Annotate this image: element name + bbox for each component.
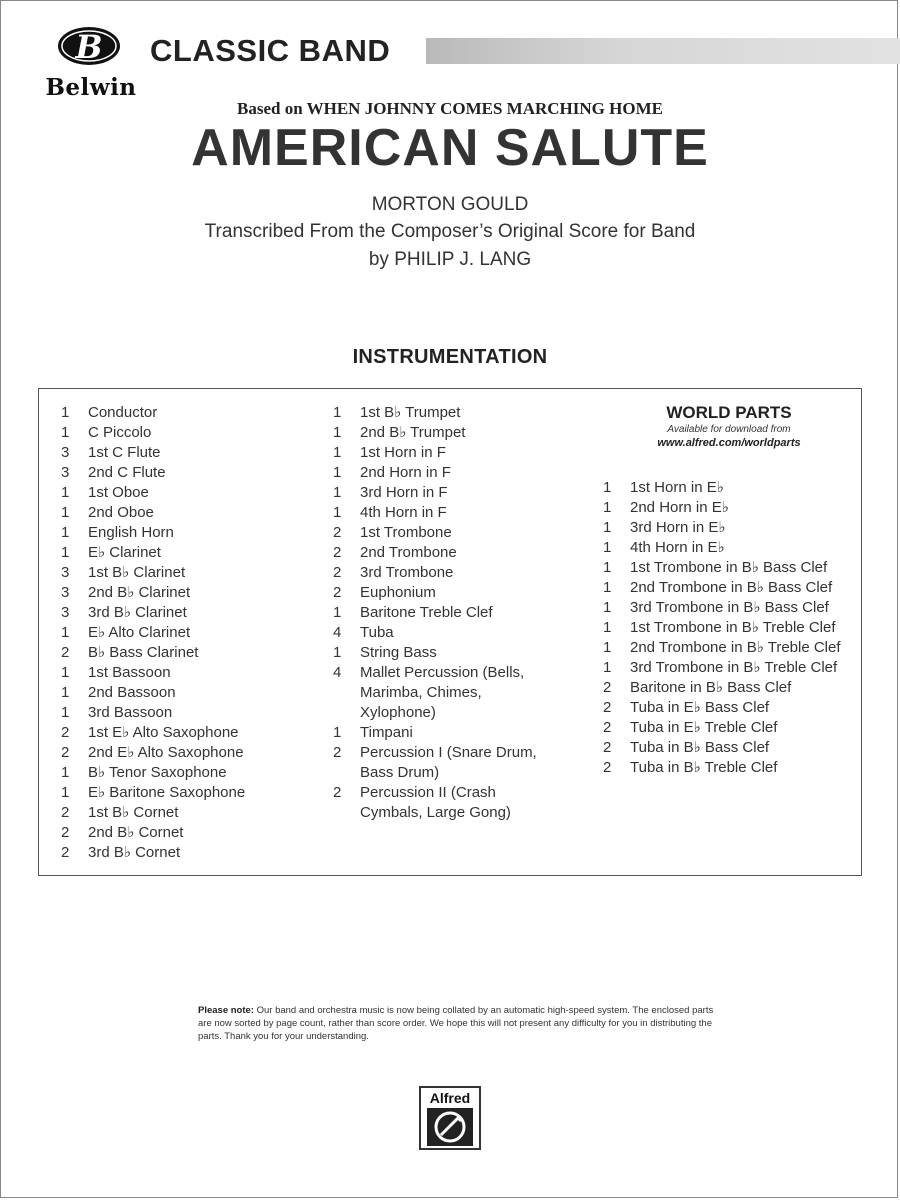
part-quantity: 1 <box>333 504 342 521</box>
instrument-row <box>61 403 331 423</box>
world-parts-subtitle: Available for download from <box>667 424 791 435</box>
series-title: CLASSIC BAND <box>150 33 391 68</box>
part-name: 1st B♭ Trumpet <box>360 404 461 421</box>
composer: MORTON GOULD <box>371 194 529 215</box>
part-quantity: 2 <box>61 844 70 861</box>
part-name: 4th Horn in F <box>360 504 447 521</box>
part-quantity: 2 <box>603 759 612 776</box>
part-quantity: 1 <box>333 444 342 461</box>
instrument-row <box>333 403 603 423</box>
note-text: Our band and orchestra music is now being collated by an automatic high-speed system. The enclosed parts are now sorted by page count, rather than score order. We hope this will not present any difficulty for you in distributing the parts. Thank you for your understanding. <box>198 1005 714 1042</box>
part-quantity: 2 <box>61 804 70 821</box>
part-name: Conductor <box>88 404 158 421</box>
part-name: C Piccolo <box>88 424 152 441</box>
part-quantity: 1 <box>333 484 342 501</box>
part-name: 2nd Horn in F <box>360 464 451 481</box>
part-name: B♭ Bass Clarinet <box>88 644 199 661</box>
part-name: E♭ Alto Clarinet <box>88 624 191 641</box>
instrument-row <box>61 763 331 783</box>
instrument-row <box>61 543 331 563</box>
part-quantity: 1 <box>603 519 612 536</box>
world-parts-column <box>603 403 859 778</box>
part-quantity: 1 <box>61 684 70 701</box>
instrument-row <box>333 743 603 783</box>
part-quantity: 1 <box>61 704 70 721</box>
part-name: 3rd Trombone in B♭ Treble Clef <box>630 659 838 676</box>
part-quantity: 2 <box>603 719 612 736</box>
part-name: 2nd E♭ Alto Saxophone <box>88 744 244 761</box>
part-name: 2nd Horn in E♭ <box>630 499 729 516</box>
instrument-row <box>61 643 331 663</box>
part-name: Euphonium <box>360 584 436 601</box>
part-name: 2nd B♭ Cornet <box>88 824 184 841</box>
world-part-row <box>603 698 859 718</box>
part-quantity: 1 <box>333 724 342 741</box>
part-name: 3rd Bassoon <box>88 704 173 721</box>
instrument-row <box>61 663 331 683</box>
world-parts-url: www.alfred.com/worldparts <box>657 437 801 449</box>
instrument-row <box>61 683 331 703</box>
part-quantity: 3 <box>61 464 70 481</box>
part-quantity: 2 <box>61 724 70 741</box>
part-quantity: 2 <box>603 679 612 696</box>
instrument-row <box>61 563 331 583</box>
part-quantity: 2 <box>333 564 342 581</box>
instrument-row <box>61 503 331 523</box>
collation-note <box>198 1004 718 1043</box>
part-name: 3rd Trombone in B♭ Bass Clef <box>630 599 829 616</box>
instrument-row <box>333 643 603 663</box>
alfred-logo <box>419 1086 481 1150</box>
part-quantity: 3 <box>61 444 70 461</box>
part-quantity: 1 <box>61 544 70 561</box>
world-part-row <box>603 558 859 578</box>
part-quantity: 1 <box>603 479 612 496</box>
part-name: E♭ Clarinet <box>88 544 161 561</box>
part-quantity: 2 <box>333 544 342 561</box>
instrument-row <box>333 623 603 643</box>
part-name: 3rd Horn in F <box>360 484 448 501</box>
world-part-row <box>603 498 859 518</box>
series-banner-bar <box>426 38 900 64</box>
page-title: AMERICAN SALUTE <box>191 119 709 177</box>
instrument-row <box>61 463 331 483</box>
part-name: 1st Horn in E♭ <box>630 479 724 496</box>
part-quantity: 4 <box>333 624 342 641</box>
part-name: Baritone in B♭ Bass Clef <box>630 679 792 696</box>
part-name: Tuba in E♭ Bass Clef <box>630 699 770 716</box>
part-quantity: 2 <box>603 699 612 716</box>
world-part-row <box>603 518 859 538</box>
part-name: 1st Trombone in B♭ Bass Clef <box>630 559 828 576</box>
instrument-row <box>61 603 331 623</box>
part-quantity: 1 <box>61 504 70 521</box>
part-name: Tuba <box>360 624 394 641</box>
part-name: 1st Oboe <box>88 484 149 501</box>
part-name: Baritone Treble Clef <box>360 604 493 621</box>
instrument-row <box>61 623 331 643</box>
part-quantity: 1 <box>333 464 342 481</box>
part-name: 1st E♭ Alto Saxophone <box>88 724 239 741</box>
part-quantity: 3 <box>61 564 70 581</box>
part-quantity: 2 <box>333 784 342 801</box>
part-name: Tuba in E♭ Treble Clef <box>630 719 778 736</box>
instrument-column-2 <box>333 403 603 823</box>
belwin-logo <box>28 24 146 100</box>
world-part-row <box>603 718 859 738</box>
part-name: 2nd Oboe <box>88 504 154 521</box>
world-parts-list <box>603 478 859 778</box>
instrument-row <box>61 483 331 503</box>
part-name: String Bass <box>360 644 437 661</box>
instrumentation-heading: INSTRUMENTATION <box>352 346 548 368</box>
alfred-wordmark: Alfred <box>429 1090 471 1106</box>
instrument-row <box>61 743 331 763</box>
part-name: 3rd B♭ Cornet <box>88 844 181 861</box>
instrument-column-1 <box>61 403 331 863</box>
belwin-wordmark: Belwin <box>45 74 137 101</box>
instrument-row <box>333 583 603 603</box>
part-name: Mallet Percussion (Bells, Marimba, Chimes, Xylophone) <box>360 664 525 721</box>
instrument-row <box>333 523 603 543</box>
world-part-row <box>603 758 859 778</box>
part-quantity: 1 <box>603 579 612 596</box>
part-name: 1st Horn in F <box>360 444 446 461</box>
part-name: 2nd Trombone <box>360 544 457 561</box>
instrument-row <box>61 783 331 803</box>
instrument-row <box>333 563 603 583</box>
instrument-row <box>61 523 331 543</box>
part-quantity: 1 <box>61 664 70 681</box>
instrument-row <box>333 723 603 743</box>
part-name: 3rd Horn in E♭ <box>630 519 726 536</box>
world-part-row <box>603 478 859 498</box>
part-quantity: 1 <box>61 524 70 541</box>
instrument-row <box>61 823 331 843</box>
instrument-row <box>333 603 603 623</box>
world-part-row <box>603 738 859 758</box>
world-part-row <box>603 578 859 598</box>
instrument-row <box>61 423 331 443</box>
instrument-row <box>333 423 603 443</box>
world-part-row <box>603 658 859 678</box>
note-label: Please note: <box>198 1005 254 1016</box>
world-part-row <box>603 618 859 638</box>
part-quantity: 2 <box>333 584 342 601</box>
part-quantity: 1 <box>603 599 612 616</box>
part-name: 1st B♭ Clarinet <box>88 564 186 581</box>
part-quantity: 1 <box>333 404 342 421</box>
part-name: 2nd C Flute <box>88 464 166 481</box>
part-quantity: 4 <box>333 664 342 681</box>
world-part-row <box>603 598 859 618</box>
based-on-line: Based on WHEN JOHNNY COMES MARCHING HOME <box>237 99 663 118</box>
part-name: E♭ Baritone Saxophone <box>88 784 246 801</box>
part-quantity: 1 <box>61 764 70 781</box>
part-quantity: 2 <box>61 744 70 761</box>
part-name: 1st Bassoon <box>88 664 171 681</box>
instrument-row <box>61 583 331 603</box>
transcription-credit: Transcribed From the Composer’s Original Score for Band <box>204 221 696 242</box>
part-quantity: 2 <box>61 824 70 841</box>
part-quantity: 1 <box>603 619 612 636</box>
part-quantity: 1 <box>603 559 612 576</box>
instrument-row <box>61 723 331 743</box>
arranger-credit: by PHILIP J. LANG <box>368 249 532 270</box>
part-name: 2nd B♭ Trumpet <box>360 424 466 441</box>
part-quantity: 1 <box>333 644 342 661</box>
instrument-row <box>333 543 603 563</box>
part-quantity: 1 <box>61 484 70 501</box>
instrument-row <box>333 463 603 483</box>
world-part-row <box>603 538 859 558</box>
part-name: Tuba in B♭ Bass Clef <box>630 739 770 756</box>
part-quantity: 1 <box>603 659 612 676</box>
world-parts-title: WORLD PARTS <box>666 403 792 422</box>
part-quantity: 1 <box>61 784 70 801</box>
part-quantity: 3 <box>61 584 70 601</box>
part-quantity: 1 <box>333 424 342 441</box>
part-quantity: 2 <box>61 644 70 661</box>
part-name: Percussion II (Crash Cymbals, Large Gong) <box>360 784 511 821</box>
part-name: Percussion I (Snare Drum, Bass Drum) <box>360 744 537 781</box>
world-part-row <box>603 638 859 658</box>
svg-text:B: B <box>75 28 103 66</box>
part-name: B♭ Tenor Saxophone <box>88 764 227 781</box>
part-quantity: 2 <box>333 524 342 541</box>
part-name: 2nd Bassoon <box>88 684 176 701</box>
part-quantity: 1 <box>61 424 70 441</box>
part-quantity: 1 <box>603 539 612 556</box>
part-name: 1st Trombone in B♭ Treble Clef <box>630 619 836 636</box>
part-name: 2nd Trombone in B♭ Bass Clef <box>630 579 833 596</box>
part-quantity: 1 <box>603 499 612 516</box>
part-name: 3rd Trombone <box>360 564 454 581</box>
world-parts-header <box>609 403 849 450</box>
part-name: 2nd B♭ Clarinet <box>88 584 191 601</box>
part-name: 1st C Flute <box>88 444 161 461</box>
instrument-row <box>61 843 331 863</box>
world-part-row <box>603 678 859 698</box>
belwin-b-icon <box>56 24 122 68</box>
part-quantity: 3 <box>61 604 70 621</box>
alfred-emblem-icon <box>427 1108 473 1146</box>
instrument-row <box>333 783 603 823</box>
part-name: 1st Trombone <box>360 524 452 541</box>
part-quantity: 2 <box>333 744 342 761</box>
part-name: 4th Horn in E♭ <box>630 539 725 556</box>
instrument-row <box>333 483 603 503</box>
instrument-row <box>61 443 331 463</box>
part-name: 3rd B♭ Clarinet <box>88 604 187 621</box>
part-name: 1st B♭ Cornet <box>88 804 179 821</box>
part-name: 2nd Trombone in B♭ Treble Clef <box>630 639 841 656</box>
part-name: English Horn <box>88 524 174 541</box>
instrumentation-box <box>38 388 862 876</box>
instrument-row <box>333 503 603 523</box>
part-quantity: 1 <box>333 604 342 621</box>
instrument-row <box>61 703 331 723</box>
part-name: Timpani <box>360 724 413 741</box>
part-quantity: 1 <box>61 404 70 421</box>
part-name: Tuba in B♭ Treble Clef <box>630 759 778 776</box>
part-quantity: 1 <box>61 624 70 641</box>
instrument-row <box>333 663 603 723</box>
part-quantity: 2 <box>603 739 612 756</box>
part-quantity: 1 <box>603 639 612 656</box>
instrument-row <box>333 443 603 463</box>
instrument-row <box>61 803 331 823</box>
